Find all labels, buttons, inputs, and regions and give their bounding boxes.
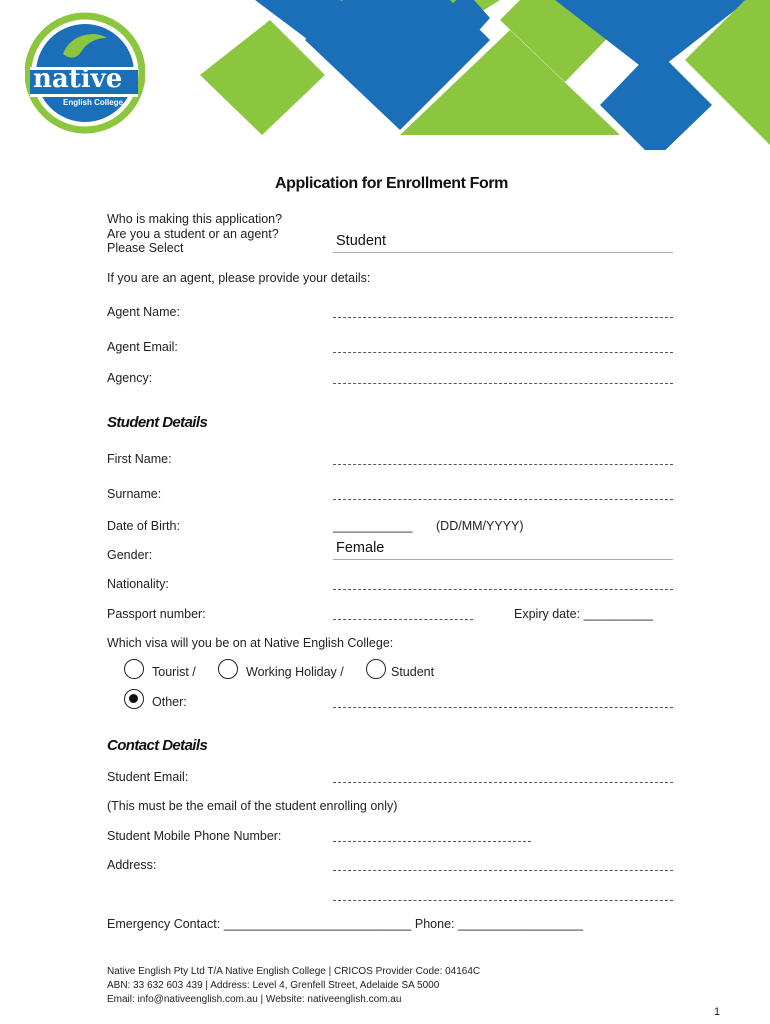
surname-field[interactable] — [333, 499, 673, 500]
nationality-label: Nationality: — [107, 577, 169, 591]
visa-radio-other[interactable] — [124, 689, 144, 709]
dob-label: Date of Birth: — [107, 519, 180, 533]
radio-selected-dot — [129, 694, 138, 703]
visa-radio-working-holiday[interactable] — [218, 659, 238, 679]
visa-option-student-label: Student — [391, 665, 435, 679]
logo-wordmark: native — [33, 64, 123, 94]
dob-field[interactable]: ___________ — [333, 519, 413, 533]
agent-email-label: Agent Email: — [107, 340, 178, 354]
first-name-label: First Name: — [107, 452, 172, 466]
applicant-type-value[interactable]: Student — [336, 233, 386, 249]
applicant-type-field-line — [333, 252, 673, 253]
gender-field-line — [333, 559, 673, 560]
expiry-date-field[interactable]: Expiry date: __________ — [514, 607, 653, 621]
who-question-line1: Who is making this application? — [107, 212, 283, 226]
student-email-field[interactable] — [333, 782, 673, 783]
logo-subtitle: English College — [63, 98, 124, 107]
agent-email-field[interactable] — [333, 352, 673, 353]
passport-field[interactable] — [333, 619, 473, 620]
agent-name-label: Agent Name: — [107, 305, 180, 319]
nationality-field[interactable] — [333, 589, 673, 590]
who-question-line3: Please Select — [107, 241, 184, 255]
emergency-contact-line[interactable]: Emergency Contact: ___________________________ Phone: __________________ — [107, 917, 584, 931]
dob-format-hint: (DD/MM/YYYY) — [436, 519, 524, 533]
footer-line3: Email: info@nativeenglish.com.au | Website: nativeenglish.com.au — [107, 994, 402, 1005]
address-field-line1[interactable] — [333, 870, 673, 871]
gender-value[interactable]: Female — [336, 540, 385, 556]
visa-other-field[interactable] — [333, 707, 673, 708]
college-logo — [25, 12, 145, 134]
address-field-line2[interactable] — [333, 900, 673, 901]
contact-details-heading: Contact Details — [107, 737, 208, 754]
diamond-shapes — [200, 0, 770, 150]
footer-line2: ABN: 33 632 603 439 | Address: Level 4, Grenfell Street, Adelaide SA 5000 — [107, 980, 440, 991]
passport-label: Passport number: — [107, 607, 206, 621]
agent-intro-text: If you are an agent, please provide your details: — [107, 271, 371, 285]
mobile-field[interactable] — [333, 841, 531, 842]
page-number: 1 — [714, 1006, 721, 1018]
visa-radio-student[interactable] — [366, 659, 386, 679]
surname-label: Surname: — [107, 487, 162, 501]
who-question-line2: Are you a student or an agent? — [107, 227, 279, 241]
student-email-note: (This must be the email of the student enrolling only) — [107, 799, 398, 813]
agent-name-field[interactable] — [333, 317, 673, 318]
address-label: Address: — [107, 858, 157, 872]
agency-field[interactable] — [333, 383, 673, 384]
visa-option-working-holiday-label: Working Holiday / — [246, 665, 344, 679]
student-details-heading: Student Details — [107, 414, 208, 431]
footer-line1: Native English Pty Ltd T/A Native English College | CRICOS Provider Code: 04164C — [107, 966, 481, 977]
visa-option-tourist-label: Tourist / — [152, 665, 196, 679]
visa-radio-tourist[interactable] — [124, 659, 144, 679]
visa-option-other-label: Other: — [152, 695, 187, 709]
student-email-label: Student Email: — [107, 770, 189, 784]
gender-label: Gender: — [107, 548, 153, 562]
agency-label: Agency: — [107, 371, 153, 385]
mobile-label: Student Mobile Phone Number: — [107, 829, 282, 843]
form-title: Application for Enrollment Form — [275, 175, 508, 192]
visa-question: Which visa will you be on at Native English College: — [107, 636, 394, 650]
first-name-field[interactable] — [333, 464, 673, 465]
